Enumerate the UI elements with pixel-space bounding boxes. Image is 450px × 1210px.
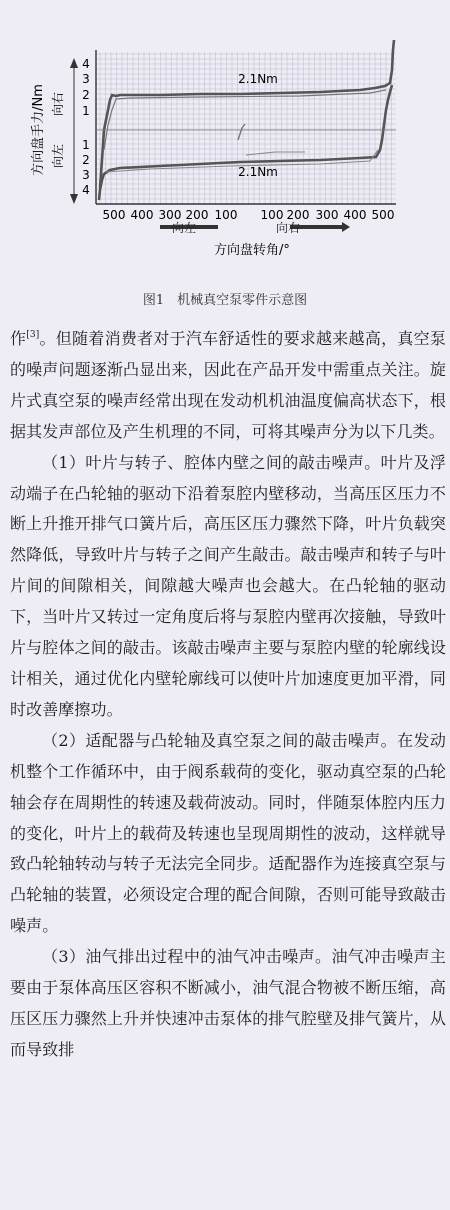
upper-annotation: 2.1Nm [238,72,278,86]
x-tick-left-300: 300 [158,208,182,222]
x-tick-right-500: 500 [371,208,395,222]
y-arrow-down-head [70,194,78,204]
paragraph-1-rest: 。但随着消费者对于汽车舒适性的要求越来越高，真空泵的噪声问题逐渐凸显出来，因此在产品开发中需重点关注。旋片式真空泵的噪声经常出现在发动机机油温度偏高状态下，根据其发声部位及产生机理的不同，可将其噪声分为以下几类。 [10,329,446,441]
paragraph-4: （3）油气排出过程中的油气冲击噪声。油气冲击噪声主要由于泵体高压区容积不断减小，油气混合物被不断压缩，高压区压力骤然上升并快速冲击泵体的排气腔壁及排气簧片，从而导致排 [10,947,446,1059]
body-text [10,324,446,1066]
paragraph-1-start: 作 [10,329,27,348]
x-tick-right-300: 300 [315,208,339,222]
x-tick-left-500: 500 [102,208,126,222]
x-tick-left-200: 200 [185,208,209,222]
figure-caption: 图1 机械真空泵零件示意图 [142,293,308,308]
paragraph-1 [10,324,446,448]
direction-left-label: 向左 [171,221,197,235]
y-label-left: 向左 [51,143,65,169]
x-tick-left-400: 400 [130,208,154,222]
y-tick-lower-1: 1 [82,138,90,152]
y-tick-lower-2: 2 [82,153,90,167]
y-tick-upper-3: 3 [82,72,90,86]
direction-right-label: 向右 [275,221,301,235]
figure [0,0,450,280]
y-label-right: 向右 [51,91,65,117]
y-tick-upper-1: 1 [82,104,90,118]
reference-marker: [3] [26,330,40,340]
y-tick-upper-4: 4 [82,57,90,71]
x-tick-right-200: 200 [286,208,310,222]
x-tick-right-100: 100 [260,208,284,222]
y-tick-lower-4: 4 [82,183,90,197]
y-tick-upper-2: 2 [82,88,90,102]
x-axis-label: 方向盘转角/° [214,243,290,258]
paragraph-3: （2）适配器与凸轮轴及真空泵之间的敲击噪声。在发动机整个工作循环中，由于阀系载荷的变化，驱动真空泵的凸轮轴会存在周期性的转速及载荷波动。同时，伴随泵体腔内压力的变化，叶片上的载荷及转速也呈现周期性的波动，这样就导致凸轮轴转动与转子无法完全同步。适配器作为连接真空泵与凸轮轴的装置，必须设定合理的配合间隙，否则可能导致敲击噪声。 [10,730,446,936]
x-tick-left-100: 100 [214,208,238,222]
x-tick-right-400: 400 [343,208,367,222]
hysteresis-chart [0,0,450,280]
y-tick-lower-3: 3 [82,168,90,182]
paragraph-2: （1）叶片与转子、腔体内壁之间的敲击噪声。叶片及浮动端子在凸轮轴的驱动下沿着泵腔内壁移动，当高压区压力不断上升推开排气口簧片后，高压区压力骤然下降，叶片负载突然降低，导致叶片与转子之间产生敲击。敲击噪声和转子与叶片间的间隙相关，间隙越大噪声也会越大。在凸轮轴的驱动下，当叶片又转过一定角度后将与泵腔内壁再次接触，导致叶片与腔体之间的敲击。该敲击噪声主要与泵腔内壁的轮廓线设计相关，通过优化内壁轮廓线可以使叶片加速度更加平滑，同时改善摩擦功。 [10,452,446,719]
y-arrow-up-head [70,58,78,68]
transition-trace [238,124,245,140]
mid-trace [246,152,305,155]
y-axis-label: 方向盘手力/Nm [31,84,46,176]
lower-annotation: 2.1Nm [238,165,278,179]
lower-curve [99,85,392,200]
